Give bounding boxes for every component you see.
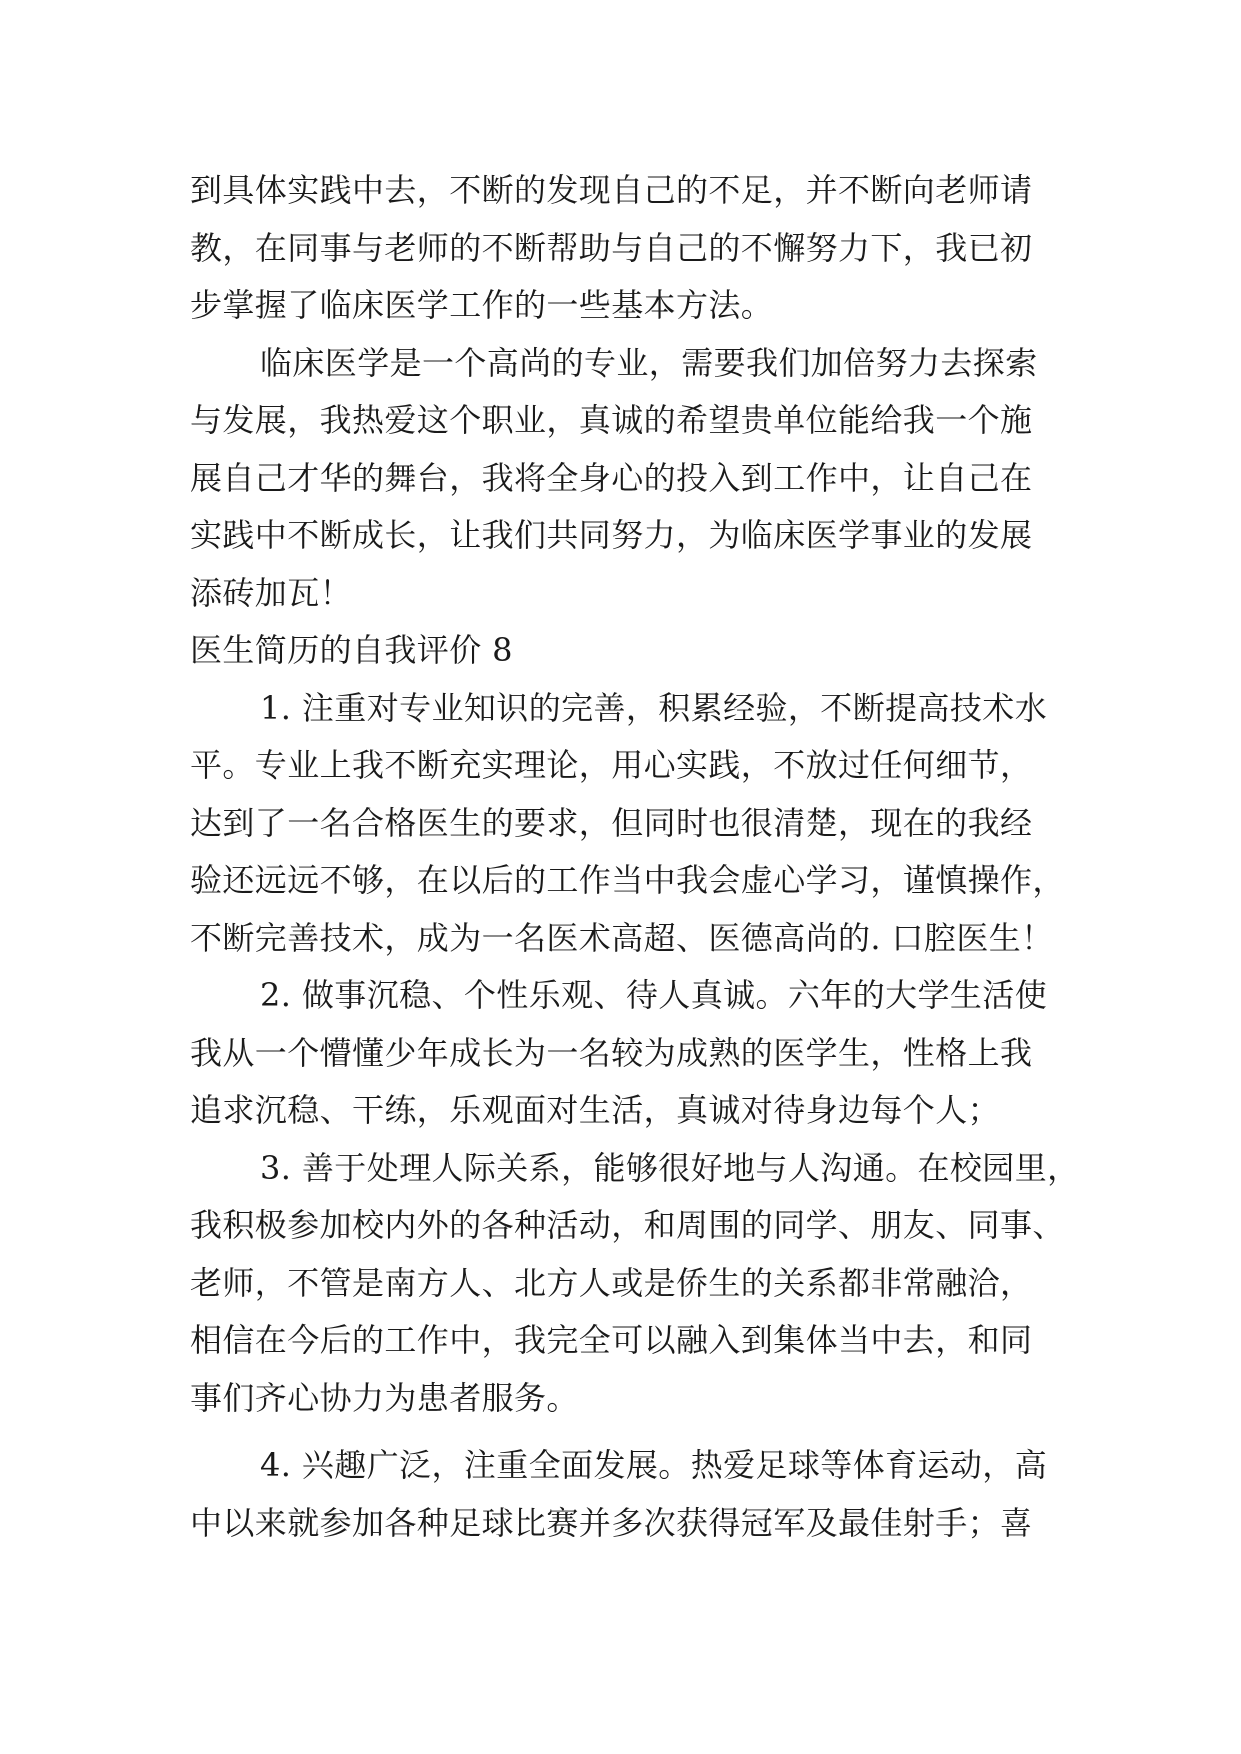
text-line: 展自己才华的舞台，我将全身心的投入到工作中，让自己在 [190, 458, 1033, 497]
text-line: 步掌握了临床医学工作的一些基本方法。 [190, 286, 774, 324]
text-line: 实践中不断成长，让我们共同努力，为临床医学事业的发展 [190, 516, 1033, 554]
text-line: 达到了一名合格医生的要求，但同时也很清楚，现在的我经 [190, 803, 1033, 842]
paragraph-gap [190, 1427, 1050, 1437]
text-line: 不断完善技术，成为一名医术高超、医德高尚的. 口腔医生！ [190, 918, 1054, 957]
text-line: 中以来就参加各种足球比赛并多次获得冠军及最佳射手；喜 [190, 1503, 1033, 1542]
text-line: 我从一个懵懂少年成长为一名较为成熟的医学生，性格上我 [190, 1033, 1033, 1072]
text-line: 验还远远不够，在以后的工作当中我会虚心学习，谨慎操作， [190, 861, 1065, 899]
text-line: 我积极参加校内外的各种活动，和周围的同学、朋友、同事、 [190, 1206, 1065, 1244]
text-line: 事们齐心协力为患者服务。 [190, 1378, 579, 1417]
section-heading: 医生简历的自我评价 8 [190, 631, 513, 669]
document-body [190, 162, 1080, 1552]
list-item-4-first-line: 4. 兴趣广泛，注重全面发展。热爱足球等体育运动，高 [260, 1446, 1048, 1484]
list-item-1-first-line: 1. 注重对专业知识的完善，积累经验，不断提高技术水 [260, 688, 1048, 727]
paragraph-first-line: 临床医学是一个高尚的专业，需要我们加倍努力去探索 [260, 343, 1038, 382]
text-line: 老师，不管是南方人、北方人或是侨生的关系都非常融洽， [190, 1263, 1033, 1302]
text-line: 相信在今后的工作中，我完全可以融入到集体当中去，和同 [190, 1321, 1033, 1359]
text-line: 与发展，我热爱这个职业，真诚的希望贵单位能给我一个施 [190, 401, 1033, 439]
text-line: 追求沉稳、干练，乐观面对生活，真诚对待身边每个人； [190, 1091, 1001, 1129]
text-line: 教，在同事与老师的不断帮助与自己的不懈努力下，我已初 [190, 228, 1033, 267]
list-item-3-first-line: 3. 善于处理人际关系，能够很好地与人沟通。在校园里， [260, 1148, 1080, 1187]
list-item-2-first-line: 2. 做事沉稳、个性乐观、待人真诚。六年的大学生活使 [260, 976, 1048, 1014]
text-line: 平。专业上我不断充实理论，用心实践，不放过任何细节， [190, 746, 1033, 784]
text-line: 到具体实践中去，不断的发现自己的不足，并不断向老师请 [190, 171, 1033, 209]
text-line: 添砖加瓦！ [190, 573, 353, 612]
